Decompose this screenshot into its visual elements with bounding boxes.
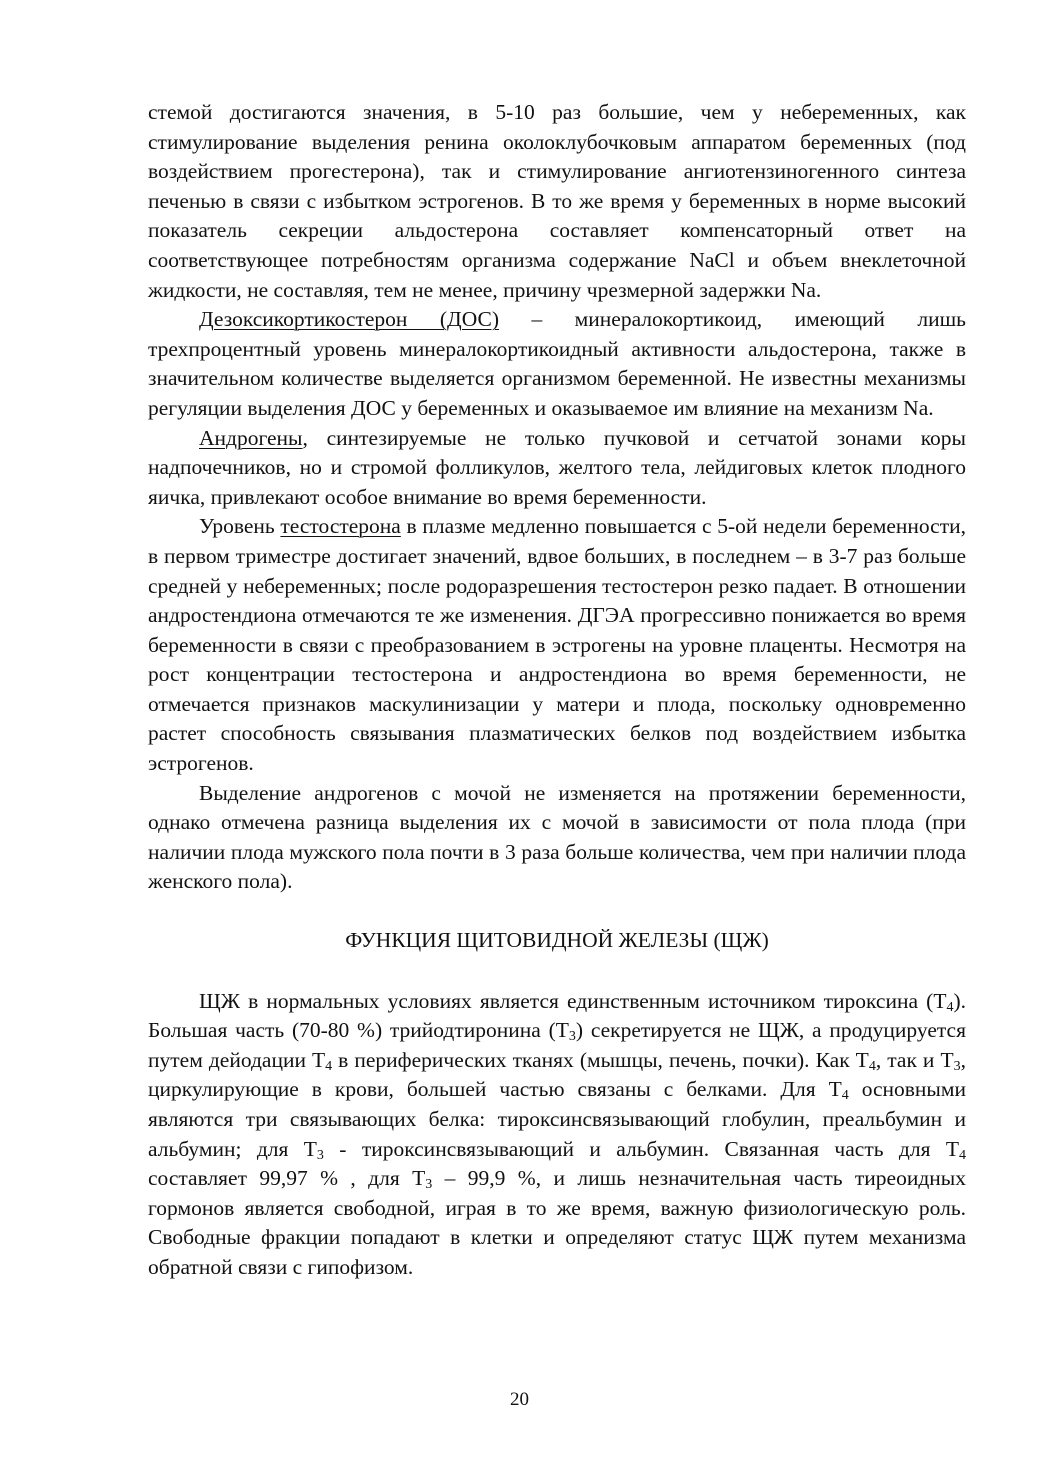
paragraph-testosterone [148,512,966,778]
thyroid-text-7: основными являются три связывающих белка: тироксинсвязывающий глобулин, преальбумин и альбумин; для Т [148,1077,966,1161]
term-androgens: Андрогены [199,425,303,450]
subscript: 4 [325,1058,333,1074]
term-doc: Дезоксикортикостерон (ДОС) [199,307,499,332]
paragraph-androgen-excretion: Выделение андрогенов с мочой не изменяется на протяжении беременности, однако отмечена разница выделения их с мочой в зависимости от пола плода (при наличии плода мужского пола почти в 3 раза больше количества, чем при наличии плода женского пола). [148,780,966,894]
subscript: 4 [959,1147,966,1163]
paragraph-androgens-text: , синтезируемые не только пучковой и сетчатой зонами коры надпочечников, но и стромой фолликулов, желтого тела, лейдиговых клеток плодного яичка, привлекают особое внимание во время беременности. [148,425,966,509]
subscript: 4 [946,999,954,1015]
subscript: 4 [868,1058,876,1074]
paragraph-thyroid [148,987,966,1283]
section-heading: ФУНКЦИЯ ЩИТОВИДНОЙ ЖЕЛЕЗЫ (ЩЖ) [345,928,769,953]
thyroid-text-1: ЩЖ в нормальных условиях является единственным источником тироксина (Т [199,988,947,1013]
subscript: 4 [841,1088,849,1104]
paragraph-testosterone-lead: Уровень [199,514,281,539]
document-page [148,98,966,1283]
thyroid-text-5: , так и Т [875,1047,954,1072]
paragraph-doc-text: – минералокортикоид, имеющий лишь трехпроцентный уровень минералокортикоидный активности альдостерона, также в значительном количестве выделяется организмом беременной. Не известны механизмы регуляции выделения ДОС у беременных и оказываемое им влияние на механизм Na. [148,307,966,420]
subscript: 3 [953,1058,961,1074]
thyroid-text-6: , циркулирующие в крови, большей частью связаны с белками. Для Т [148,1047,966,1102]
subscript: 3 [316,1147,324,1163]
thyroid-text-2: ). Большая часть (70-80 %) трийодтиронина (Т [148,988,966,1043]
paragraph-aldosterone: стемой достигаются значения, в 5-10 раз большие, чем у небеременных, как стимулирование выделения ренина околоклубочковым аппаратом беременных (под воздействием прогестерона), так и стимулирование ангиотензиногенного синтеза печенью в связи с избытком эстрогенов. В то же время у беременных в норме высокий показатель секреции альдостерона составляет компенсаторный ответ на соответствующее потребностям организма содержание NaCl и объем внеклеточной жидкости, не составляя, тем не менее, причину чрезмерной задержки Na. [148,100,966,302]
subscript: 3 [568,1029,576,1045]
thyroid-text-4: в периферических тканях (мышцы, печень, почки). Как Т [332,1047,869,1072]
thyroid-text-8: - тироксинсвязывающий и альбумин. Связанная часть для Т [323,1136,959,1161]
page-number: 20 [510,1389,529,1410]
thyroid-text-3: ) секретируется не ЩЖ, а продуцируется путем дейодации Т [148,1018,966,1072]
thyroid-text-10: – 99,9 %, и лишь незначительная часть тиреоидных гормонов является свободной, играя в то же время, важную физиологическую роль. Свободные фракции попадают в клетки и определяют статус ЩЖ путем механизма обратной связи с гипофизом. [148,1166,966,1279]
paragraph-testosterone-text: в плазме медленно повышается с 5-ой недели беременности, в первом триместре достигает значений, вдвое больших, в последнем – в 3-7 раз больше средней у небеременных; после родоразрешения тестостерон резко падает. В отношении андростендиона отмечаются те же изменения. ДГЭА прогрессивно понижается во время беременности в связи с преобразованием в эстрогены на уровне плаценты. Несмотря на рост концентрации тестостерона и андростендиона во время беременности, не отмечается признаков маскулинизации у матери и плода, поскольку одновременно растет способность связывания плазматических белков под воздействием избытка эстрогенов. [148,514,966,776]
subscript: 3 [425,1177,433,1193]
term-testosterone: тестостерона [280,514,401,539]
paragraph-androgens [148,424,966,513]
thyroid-text-9: составляет 99,97 % , для Т [148,1166,426,1191]
paragraph-doc [148,305,966,423]
